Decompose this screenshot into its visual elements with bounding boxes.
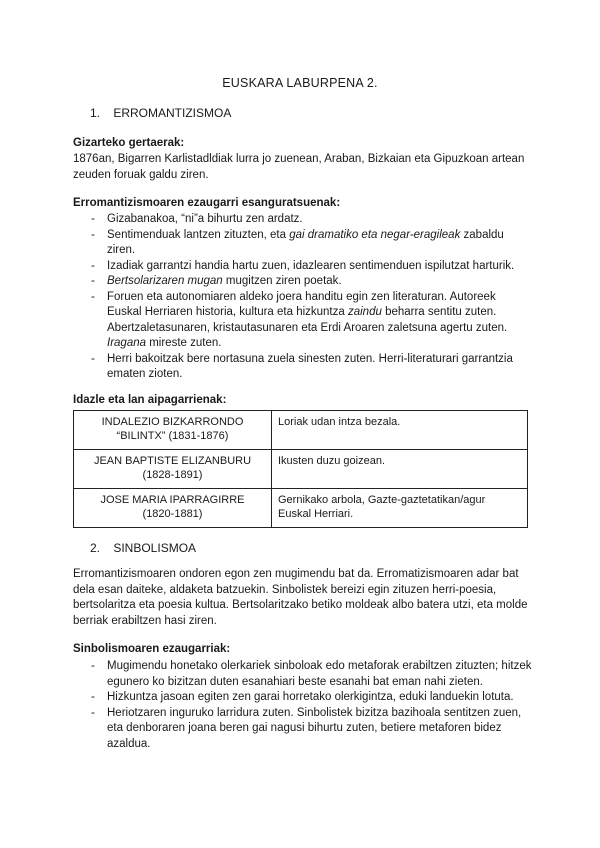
list-item-text: Heriotzaren inguruko larridura zuten. Sinbolistek bizitza bazihoala sentitzen zuen, eta denboraren joana beren gai nagusi bihurtu zuten, betiere metaforen bidez azaldua. (107, 706, 522, 750)
list-item-text: beharra sentitu zuten. Abertzaletasunaren, kristautasunaren eta Erdi Aroaren zaletsuna agertu zuten. (107, 306, 508, 334)
subheading-ezaugarri: Erromantizismoaren ezaugarri esanguratsuenak: (73, 197, 341, 209)
list-item-text: Mugimendu honetako olerkariek sinboloak edo metaforak erabiltzen zituzten; hitzek egunero ko bizitzan duten esanahiari beste esanahi bat eman nahi zieten. (107, 660, 532, 688)
subheading-idazle: Idazle eta lan aipagarrienak: (73, 394, 227, 406)
section-title: ERROMANTIZISMOA (113, 106, 232, 120)
section-heading-sinbolismoa (90, 541, 196, 555)
paragraph-gizarteko: 1876an, Bigarren Karlistadldiak lurra jo zuenean, Araban, Bizkaian eta Gipuzkoan artean zeuden foruak galdu ziren. (73, 153, 525, 181)
work-cell: Gernikako arbola, Gazte-gaztetatikan/agur Euskal Herriari. (272, 489, 528, 528)
work-cell: Ikusten duzu goizean. (272, 450, 528, 489)
list-item (73, 212, 533, 228)
list-item-text: mugitzen ziren poetak. (222, 275, 342, 287)
list-item-text: Sentimenduak lantzen zituzten, eta (107, 228, 290, 241)
list-item-text: zabaldu ziren. (107, 228, 504, 256)
list-item (73, 290, 533, 352)
section-title: SINBOLISMOA (113, 541, 197, 555)
list-item-text: Foruen eta autonomiaren aldeko joera handitu egin zen literaturan. Autoreek Euskal Herriaren historia, kultura eta hizkuntza (107, 290, 496, 318)
list-ezaugarri (73, 212, 533, 383)
authors-table (73, 410, 528, 528)
author-cell (74, 411, 272, 450)
list-item-text: Gizabanakoa, “ni”a bihurtu zen ardatz. (107, 213, 303, 225)
list-item (73, 352, 533, 383)
bullet-dash: - (91, 259, 95, 272)
table-row (74, 450, 528, 489)
bullet-dash: - (91, 228, 95, 241)
list-item (73, 690, 533, 706)
author-name: INDALEZIO BIZKARRONDO (101, 416, 244, 428)
bullet-dash: - (91, 213, 95, 225)
list-item (73, 274, 533, 290)
list-item-emphasis: Iragana (107, 337, 147, 349)
section-heading-erromantizismoa (90, 106, 231, 120)
document-title: EUSKARA LABURPENA 2. (222, 76, 378, 90)
list-item-text: Herri bakoitzak bere nortasuna zuela sinesten zuten. Herri-literaturari garrantzia ematen zioten. (107, 352, 513, 380)
work-cell: Loriak udan intza bezala. (272, 411, 528, 450)
list-item (73, 706, 533, 753)
bullet-dash: - (91, 275, 95, 287)
author-name: JEAN BAPTISTE ELIZANBURU (93, 455, 252, 467)
subheading-sinbolismo-ezaugarri: Sinbolismoaren ezaugarriak: (73, 643, 231, 655)
author-name: JOSE MARIA IPARRAGIRRE (100, 494, 245, 506)
list-item-text: Izadiak garrantzi handia hartu zuen, idazlearen sentimenduen ispilutzat harturik. (107, 259, 515, 272)
author-dates: “BILINTX” (1831-1876) (116, 430, 229, 442)
list-item-text: Hizkuntza jasoan egiten zen garai horretako olerkigintza, eduki landuekin lotuta. (107, 691, 514, 703)
list-item-text: mireste zuten. (146, 337, 222, 349)
list-item-emphasis: zaindu (347, 306, 382, 318)
bullet-dash: - (91, 352, 95, 365)
bullet-dash: - (91, 660, 95, 672)
list-sinbolismo-ezaugarri (73, 659, 533, 752)
subheading-gizarteko: Gizarteko gertaerak: (73, 137, 185, 149)
list-item (73, 259, 533, 275)
author-dates: (1828-1891) (142, 469, 203, 481)
author-cell (74, 450, 272, 489)
list-item (73, 228, 533, 259)
paragraph-sinbolismoa: Erromantizismoaren ondoren egon zen mugimendu bat da. Erromatizismoaren adar bat dela esan daiteke, aldaketa batzuekin. Sinbolistek bereizi egin zituzen herri-poesia, bertsolaritza eta poesia kultua. Bertsolaritzako betiko moldeak albo batera utzi, eta molde berriak erabiltzen hasi ziren. (73, 568, 528, 627)
list-item-emphasis: Bertsolarizaren mugan (107, 275, 223, 287)
bullet-dash: - (91, 691, 95, 703)
bullet-dash: - (91, 706, 95, 719)
author-dates: (1820-1881) (142, 508, 203, 520)
table-row (74, 411, 528, 450)
section-number: 2. (90, 541, 101, 555)
list-item-emphasis: gai dramatiko eta negar-eragileak (289, 228, 461, 241)
bullet-dash: - (91, 290, 95, 303)
section-number: 1. (90, 106, 101, 120)
author-cell (74, 489, 272, 528)
list-item (73, 659, 533, 690)
table-row (74, 489, 528, 528)
